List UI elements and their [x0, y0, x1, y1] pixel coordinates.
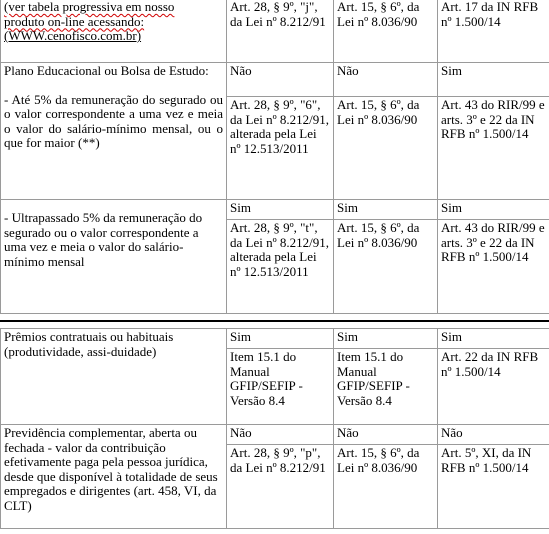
cenofisco-link[interactable]: (WWW.cenofisco.com.br) [4, 28, 142, 43]
table-cell: Art. 15, § 6º, da Lei nº 8.036/90 [334, 97, 438, 200]
note-line: produto on-line acessando: [4, 13, 145, 29]
table-cell: Não [438, 425, 549, 445]
incidence-table-bottom [0, 328, 549, 529]
ultrapassado-desc: - Ultrapassado 5% da remuneração do segurado ou o valor correspondente a uma vez e meia o valor do salário- mínimo mensal [4, 210, 203, 269]
plano-educacional-title: Plano Educacional ou Bolsa de Estudo: [4, 63, 209, 78]
table-cell: Sim [438, 200, 549, 220]
table-cell: Sim [438, 63, 549, 97]
premios-desc: Prêmios contratuais ou habituais (produtividade, assi-duidade) [4, 329, 174, 359]
table-cell: Sim [227, 329, 334, 349]
table-cell: Item 15.1 do Manual GFIP/SEFIP - Versão 8.4 [334, 349, 438, 425]
plano-educacional-desc: - Até 5% da remuneração do segurado ou o valor correspondente a uma vez e meia o valor do salário-mínimo mensal, ou o que for maior (**) [4, 91, 223, 150]
table-cell: Art. 5º, XI, da IN RFB nº 1.500/14 [438, 445, 549, 529]
table-cell: Art. 15, § 6º, da Lei nº 8.036/90 [334, 445, 438, 529]
table-cell: Art. 17 da IN RFB nº 1.500/14 [438, 0, 549, 63]
table-cell: Art. 28, § 9º, "6", da Lei nº 8.212/91, alterada pela Lei nº 12.513/2011 [227, 97, 334, 200]
tax-table-note [4, 0, 223, 44]
ultrapassado-cell [1, 200, 227, 314]
ref-text: Art. 43 do RIR/99 e arts. 3º e 22 da IN RFB nº 1.500/14 [441, 97, 545, 141]
table-cell: Art. 28, § 9º, "p", da Lei nº 8.212/91 [227, 445, 334, 529]
table-row [1, 0, 549, 63]
table-cell: Não [227, 425, 334, 445]
table-cell: Sim [227, 200, 334, 220]
table-row [1, 200, 549, 220]
table-cell: Sim [438, 329, 549, 349]
table-row [1, 329, 549, 349]
premios-cell [1, 329, 227, 425]
table-cell: Item 15.1 do Manual GFIP/SEFIP - Versão 8.4 [227, 349, 334, 425]
table-cell [1, 0, 227, 63]
table-cell: Não [227, 63, 334, 97]
table-row [1, 425, 549, 445]
table-cell: Sim [334, 329, 438, 349]
previdencia-cell [1, 425, 227, 529]
note-line: (ver tabela progressiva em nosso [4, 0, 175, 14]
table-cell: Não [334, 425, 438, 445]
table-cell: Art. 15, § 6º, da Lei nº 8.036/90 [334, 0, 438, 63]
table-cell: Art. 43 do RIR/99 e arts. 3º e 22 da IN RFB nº 1.500/14 [438, 220, 549, 314]
previdencia-desc: Previdência complementar, aberta ou fechada - valor da contribuição efetivamente paga pela pessoa jurídica, desde que disponível à totalidade de seus empregados e dirigentes (art. 458, VI, da CLT) [4, 425, 218, 513]
table-cell: Sim [334, 200, 438, 220]
table-row [1, 63, 549, 97]
table-cell: Art. 22 da IN RFB nº 1.500/14 [438, 349, 549, 425]
table-cell: Art. 15, § 6º, da Lei nº 8.036/90 [334, 220, 438, 314]
table-cell: Não [334, 63, 438, 97]
plano-educacional-cell [1, 63, 227, 200]
table-cell [438, 97, 549, 200]
table-cell: Art. 28, § 9º, "t", da Lei nº 8.212/91, alterada pela Lei nº 12.513/2011 [227, 220, 334, 314]
table-cell: Art. 28, § 9º, "j", da Lei nº 8.212/91 [227, 0, 334, 63]
